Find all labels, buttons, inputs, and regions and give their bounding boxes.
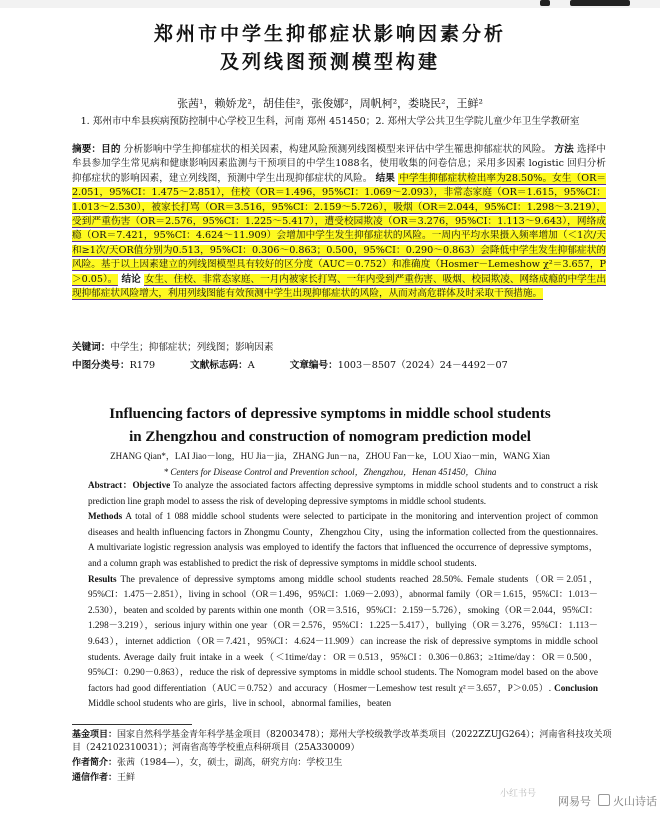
authors-en: ZHANG Qian*，LAI Jiao－long，HU Jia－jia，ZHANG Jun－na，ZHOU Fan－ke，LOU Xiao－min，WANG Xian (110, 451, 550, 461)
results-label-en: Results (88, 573, 117, 584)
abstract-en (88, 478, 598, 712)
footnote-divider (72, 724, 192, 725)
title-cn-line1: 郑州市中学生抑郁症状影响因素分析 (153, 23, 506, 45)
results-en: The prevalence of depressive symptoms among middle school students reached 28.50%. Female students（OR＝2.051，95%CI：1.475－2.851），living in school（OR＝1.496，95%CI：1.069－2.093），abnormal family（OR＝1.615，95%CI：1.013－2.530），beaten and scolded by parents within one month（OR＝3.516，95%CI：2.159－5.726），smoking（OR＝2.044，95%CI：1.298－3.219），serious injury within one year（OR＝2.576，95%CI：1.225－5.417），bullying（OR＝3.276，95%CI：1.113－9.643），internet addiction（OR＝7.421，95%CI：4.624－11.909）can increase the risk of depressive symptoms in middle school students. Average daily fruit intake in a week（＜1time/day：OR＝0.513，95%CI：0.306－0.863；≥1time/day：OR＝0.500，95%CI：0.290－0.863），reduce the risk of depressive symptoms in middle school students. The Nomogram model based on the above factors had good differentiation（AUC＝0.752）and accuracy（Hosmer－Lemeshow test result χ²＝3.657，P＞0.05）. (88, 573, 599, 693)
abstract-en-objective-para (88, 478, 598, 509)
abstract-cn (72, 143, 606, 301)
author-bio-footnote (72, 757, 612, 770)
authors-cn: 张茜¹，赖娇龙²，胡佳佳²，张俊娜²，周帆柯²，娄晓民²，王鲜² (177, 97, 483, 110)
affiliations-cn: 1. 郑州市中牟县疾病预防控制中心学校卫生科，河南 郑州 451450；2. 郑州大学公共卫生学院儿童少年卫生学教研室 (80, 116, 580, 127)
clc-value: R179 (129, 360, 156, 371)
corresponding-label: 通信作者： (72, 773, 118, 783)
keywords-label: 关键词： (72, 342, 111, 353)
methods-label-en: Methods (88, 511, 123, 522)
doc-code-value: A (247, 360, 255, 371)
author-bio-text: 张茜（1984—），女，硕士，副高，研究方向：学校卫生 (117, 758, 343, 768)
title-en-line1: Influencing factors of depressive symptoms in middle school students (109, 406, 551, 422)
title-cn-line2: 及列线图预测模型构建 (219, 51, 440, 73)
methods-cn: 选择中牟县参加学生常见病和健康影响因素监测与干预项目的中学生1088名，使用收集的问卷信息；采用多因素 logistic 回归分析抑郁症状的影响因素，建立列线图，预测中学生出现抑郁症状的风险。 (72, 144, 607, 184)
objective-en: To analyze the associated factors affecting depressive symptoms in middle school students and to construct a risk prediction line graph model to assess the risk of developing depressive symptoms in middle school students. (88, 480, 598, 506)
title-en (0, 403, 660, 449)
clc-label: 中图分类号： (72, 360, 130, 371)
article-no-value: 1003－8507（2024）24－4492－07 (337, 360, 508, 371)
corresponding-footnote (72, 772, 612, 785)
corresponding-text: 王鲜 (117, 773, 136, 783)
article-no-label: 文章编号： (289, 360, 338, 371)
title-en-line2: in Zhengzhou and construction of nomogram prediction model (129, 429, 531, 445)
watermark-text: 小红书号 (500, 789, 537, 799)
netease-logo-text: 网易号 (558, 795, 591, 808)
huoshan-logo-icon (598, 794, 610, 806)
conclusion-en: Middle school students who are girls，live in school，abnormal families，beaten (88, 698, 392, 709)
abstract-en-methods-para (88, 509, 598, 571)
methods-label-cn: 方法 (554, 144, 574, 155)
results-label-cn: 结果 (375, 172, 395, 184)
objective-cn: 分析影响中学生抑郁症状的相关因素，构建风险预测列线图模型来评估中学生罹患抑郁症状的风险。 (123, 144, 552, 155)
fund-footnote (72, 729, 612, 755)
classification-cn (72, 357, 540, 371)
huoshan-logo-text: 火山诗话 (613, 795, 657, 808)
abstract-en-label: Abstract： (88, 480, 133, 490)
conclusion-label-en: Conclusion (554, 682, 598, 693)
author-bio-label: 作者简介： (72, 758, 118, 768)
abstract-cn-label: 摘要： (72, 144, 102, 155)
huoshan-logo (598, 793, 657, 809)
fund-label: 基金项目： (72, 730, 118, 740)
fund-text: 国家自然科学基金青年科学基金项目（82003478）；郑州大学校级教学改革类项目（2022ZZUJG264）；河南省科技攻关项目（242102310031）；河南省高等学校重点科研项目（25A330009） (72, 730, 612, 753)
top-mark (570, 0, 630, 6)
results-cn-highlighted: 中学生抑郁症状检出率为28.50%。女生（OR＝2.051，95%CI：1.475～2.851），住校（OR＝1.496，95%CI：1.069～2.093），非常态家庭（OR＝1.615，95%CI：1.013～2.530），被家长打骂（OR＝3.516，95%CI：2.159～5.726），吸烟（OR＝2.044，95%CI：1.298～3.219），受到严重伤害（OR＝2.576，95%CI：1.225～5.417），遭受校园欺凌（OR＝3.276，95%CI：1.113～9.643），网络成瘾（OR＝7.421，95%CI：4.624～11.909）会增加中学生发生抑郁症状的风险。一周内平均水果摄入频率增加（＜1次/天和≥1次/天OR值分别为0.513，95%CI：0.306～0.863；0.500，95%CI：0.290～0.863）会降低中学生发生抑郁症状的风险。基于以上因素建立的列线图模型具有较好的区分度（AUC＝0.752）和准确度（Hosmer－Lemeshow χ²＝3.657，P＞0.05）。 (72, 172, 606, 285)
keywords-cn (72, 339, 273, 353)
affiliation-en: * Centers for Disease Control and Prevention school，Zhengzhou，Henan 451450，China (163, 467, 497, 477)
top-edge-bar (0, 0, 660, 8)
abstract-en-results-para (88, 572, 598, 712)
methods-en: A total of 1 088 middle school students were selected to participate in the monitoring and intervention project of common diseases and health influencing factors in Zhongmu County，Zhengzhou City，using the information collected from the questionnaires. A multivariate logistic regression analysis was employed to identify the factors that influenced the occurrence of depressive symptoms，and a column graph was established to predict the risk of depressive symptoms in middle school students. (88, 511, 598, 568)
doc-code-label: 文献标志码： (190, 360, 248, 371)
top-mark (540, 0, 550, 6)
objective-label-en: Objective (132, 480, 171, 490)
objective-label-cn: 目的 (101, 144, 121, 155)
netease-logo (558, 793, 591, 809)
keywords-text: 中学生；抑郁症状；列线图；影响因素 (110, 342, 274, 353)
conclusion-label-cn: 结论 (121, 273, 141, 285)
conclusion-cn-highlighted: 女生、住校、非常态家庭、一月内被家长打骂、一年内受到严重伤害、吸烟、校园欺凌、网络成瘾的中学生出现抑郁症状风险增大，利用列线图能有效预测中学生出现抑郁症状的风险，从而对高危群体及时采取干预措施。 (72, 273, 606, 300)
